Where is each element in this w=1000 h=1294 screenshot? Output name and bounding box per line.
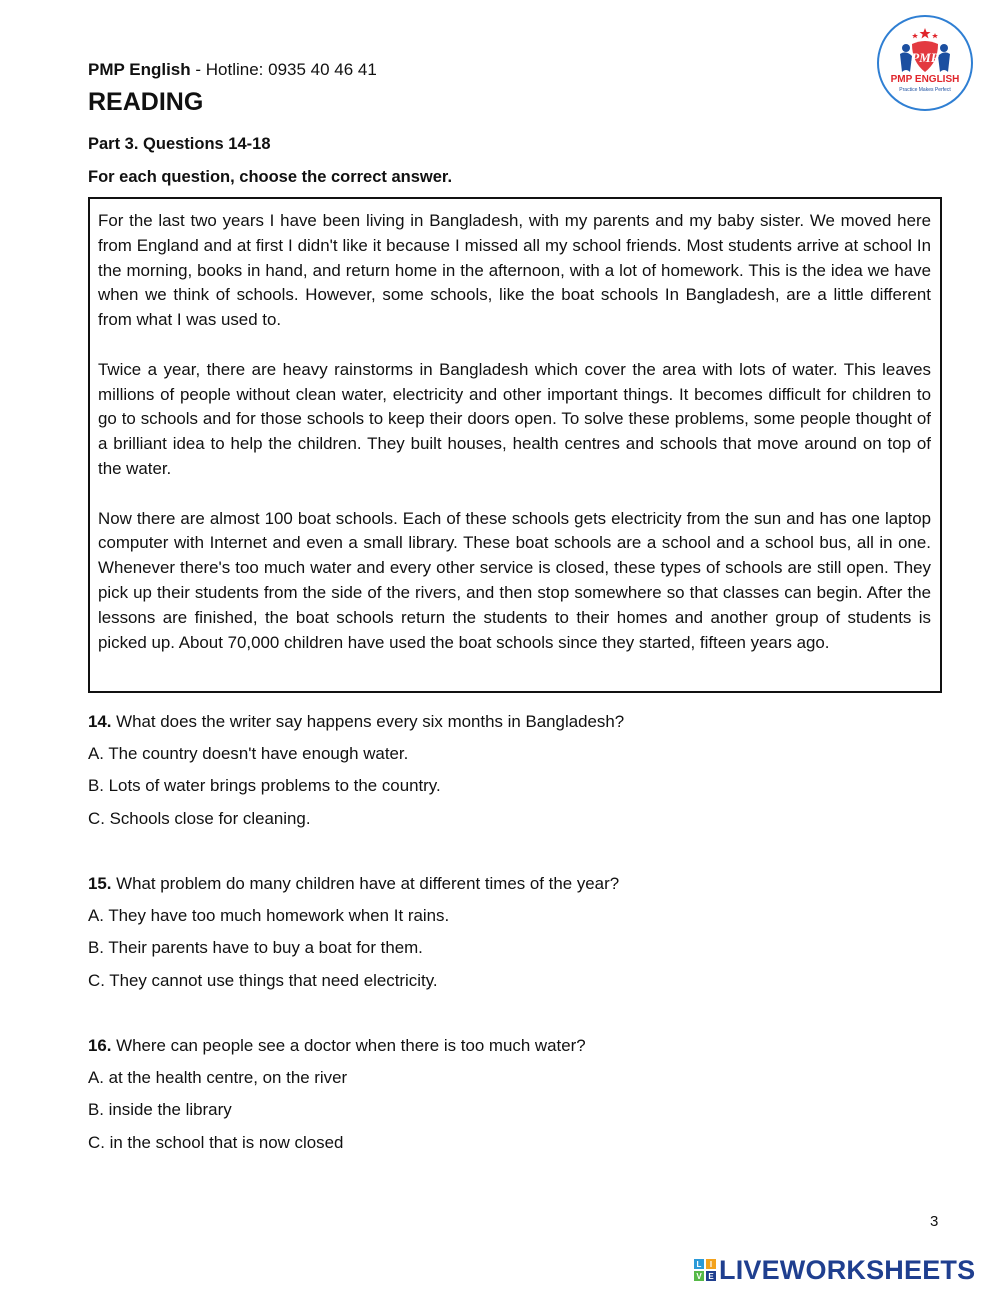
question-text: [88, 712, 948, 744]
passage-paragraph: Twice a year, there are heavy rainstorms in Bangladesh which cover the area with lots of water. This leaves millions of people without clean water, electricity and other important things. It becomes difficult for children to go to schools and for those schools to keep their doors open. To solve these problems, some people thought of a brilliant idea to help the children. They built houses, health centres and schools that move around on top of the water.: [98, 359, 931, 478]
liveworksheets-logo-icon: [693, 1258, 717, 1282]
question-15: [88, 874, 948, 1003]
question-text: [88, 1036, 948, 1068]
instruction: For each question, choose the correct answer.: [88, 168, 453, 186]
logo-tile: L: [693, 1258, 705, 1270]
answer-option-c[interactable]: C. They cannot use things that need electricity.: [88, 970, 438, 990]
question-16: [88, 1036, 948, 1165]
answer-option-b[interactable]: B. inside the library: [88, 1100, 232, 1120]
question-number: 14.: [88, 712, 112, 731]
question-prompt: What problem do many children have at different times of the year?: [111, 874, 620, 893]
hotline: - Hotline: 0935 40 46 41: [190, 60, 377, 79]
logo-tile: I: [705, 1258, 717, 1270]
header-line: [88, 60, 377, 80]
question-text: [88, 874, 948, 906]
answer-option-a[interactable]: A. The country doesn't have enough water.: [88, 744, 409, 764]
answer-option-c[interactable]: C. Schools close for cleaning.: [88, 808, 311, 828]
liveworksheets-wordmark: LIVEWORKSHEETS: [719, 1255, 976, 1285]
question-number: 16.: [88, 1036, 112, 1055]
answer-option-a[interactable]: A. at the health centre, on the river: [88, 1068, 348, 1088]
passage-paragraph: For the last two years I have been living in Bangladesh, with my parents and my baby sister. We moved here from England and at first I didn't like it because I missed all my school friends. Most students arrive at school In the morning, books in hand, and return home in the afternoon, with a lot of homework. This is the idea we have when we think of schools. However, some schools, like the boat schools In Bangladesh, are a little different from what I was used to.: [98, 211, 931, 330]
brand-name: PMP English: [88, 60, 191, 79]
question-prompt: Where can people see a doctor when there is too much water?: [111, 1036, 586, 1055]
question-14: [88, 712, 948, 841]
answer-option-b[interactable]: B. Their parents have to buy a boat for them.: [88, 938, 423, 958]
page-title: READING: [88, 88, 204, 116]
pmp-english-logo: [876, 14, 974, 112]
question-prompt: What does the writer say happens every six months in Bangladesh?: [111, 712, 625, 731]
question-number: 15.: [88, 874, 112, 893]
answer-option-c[interactable]: C. in the school that is now closed: [88, 1132, 344, 1152]
logo-monogram: PMP: [911, 50, 939, 65]
page-number: 3: [930, 1213, 939, 1230]
logo-name: PMP ENGLISH: [890, 74, 960, 85]
logo-tile: E: [705, 1270, 717, 1282]
liveworksheets-brand[interactable]: [693, 1254, 975, 1286]
part-heading: Part 3. Questions 14-18: [88, 135, 271, 153]
passage-box: [88, 197, 942, 693]
logo-tagline: Practice Makes Perfect: [899, 87, 951, 93]
logo-tile: V: [693, 1270, 705, 1282]
answer-option-b[interactable]: B. Lots of water brings problems to the country.: [88, 776, 441, 796]
answer-option-a[interactable]: A. They have too much homework when It rains.: [88, 906, 450, 926]
passage-paragraph: Now there are almost 100 boat schools. Each of these schools gets electricity from the sun and has one laptop computer with Internet and even a small library. These boat schools are a school and a school bus, all in one. Whenever there's too much water and every other service is closed, these types of schools are still open. They pick up their students from the side of the rivers, and then stop somewhere so that classes can begin. After the lessons are finished, the boat schools return the students to their homes and another group of students is picked up. About 70,000 children have used the boat schools since they started, fifteen years ago.: [98, 508, 931, 652]
